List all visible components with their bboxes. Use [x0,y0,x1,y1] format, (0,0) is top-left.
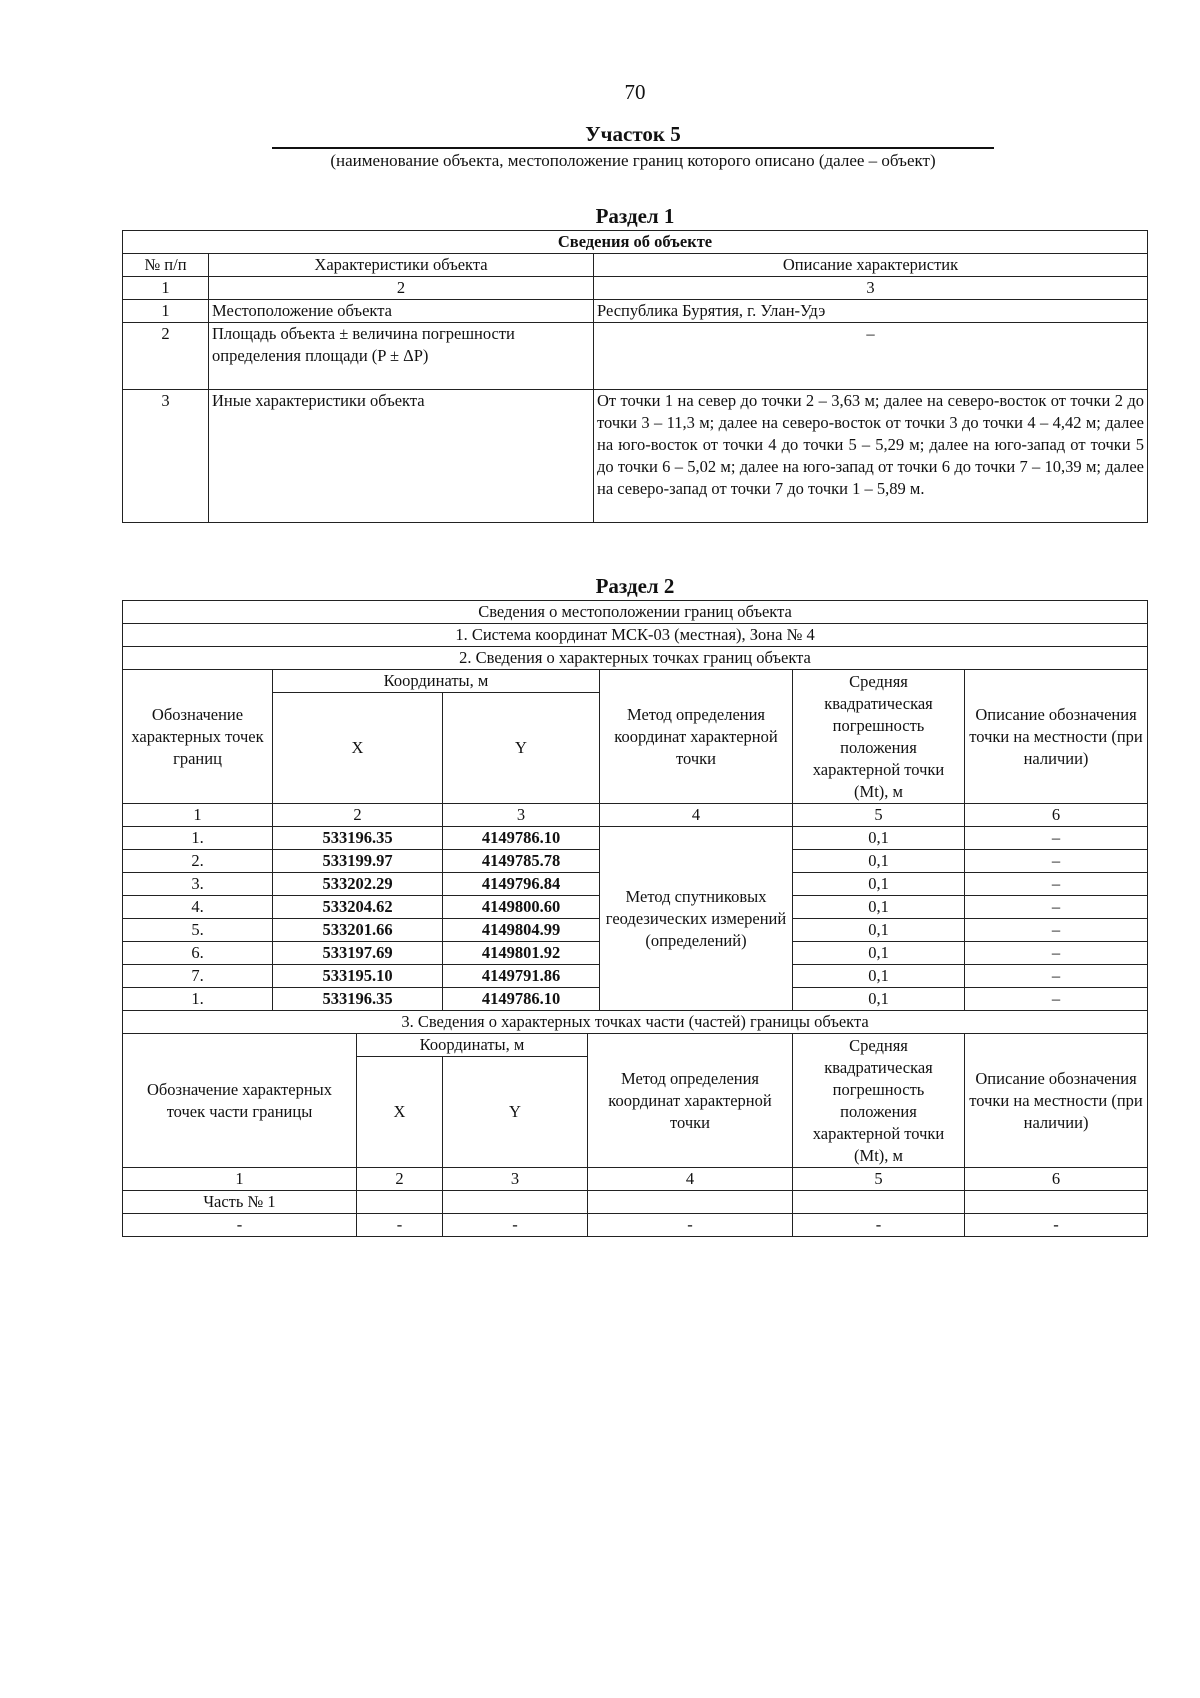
row-name: Площадь объекта ± величина погрешности определения площади (P ± ΔP) [209,323,594,390]
table-title: Сведения об объекте [123,231,1148,254]
object-info-table [122,230,1148,523]
point-y: 4149791.86 [443,965,600,988]
col-number: 3 [443,1168,588,1191]
point-desc: – [965,873,1148,896]
col-number: 4 [588,1168,793,1191]
point-y: 4149804.99 [443,919,600,942]
dash-cell: - [588,1214,793,1237]
col-number: 6 [965,804,1148,827]
point-id: 7. [123,965,273,988]
method-cell: Метод спутниковых геодезических измерений (определений) [600,827,793,1011]
point-mt: 0,1 [793,988,965,1011]
point-y: 4149800.60 [443,896,600,919]
header [272,122,994,172]
point-id: 2. [123,850,273,873]
point-desc: – [965,965,1148,988]
header-error: Средняя квадратическая погрешность положения характерной точки (Mt), м [793,1034,965,1168]
row-value: – [594,323,1148,390]
header-y: Y [443,693,600,804]
col-number: 1 [123,804,273,827]
dash-cell: - [357,1214,443,1237]
dash-cell: - [123,1214,357,1237]
point-mt: 0,1 [793,965,965,988]
point-y: 4149796.84 [443,873,600,896]
point-mt: 0,1 [793,873,965,896]
point-y: 4149786.10 [443,988,600,1011]
section2-title: Раздел 2 [595,574,675,598]
header-description: Описание обозначения точки на местности (при наличии) [965,1034,1148,1168]
point-id: 6. [123,942,273,965]
row-name: Иные характеристики объекта [209,390,594,523]
header-error: Средняя квадратическая погрешность положения характерной точки (Mt), м [793,670,965,804]
table-row [123,300,1148,323]
point-x: 533195.10 [273,965,443,988]
header-y: Y [443,1057,588,1168]
row-value: От точки 1 на север до точки 2 – 3,63 м; далее на северо-восток от точки 2 до точки 3 – 11,3 м; далее на северо-восток от точки 3 до точки 4 – 4,42 м; далее на юго-восток от точки 4 до точки 5 – 5,29 м; далее на юго-запад от точки 5 до точки 6 – 5,02 м; далее на юго-запад от точки 6 до точки 7 – 10,39 м; далее на северо-запад от точки 7 до точки 1 – 5,89 м. [594,390,1148,523]
table-row [123,827,1148,850]
table-row [123,323,1148,390]
col-header: Описание характеристик [594,254,1148,277]
row-number: 2 [123,323,209,390]
point-desc: – [965,827,1148,850]
point-x: 533199.97 [273,850,443,873]
table-subtitle: 2. Сведения о характерных точках границ объекта [123,647,1148,670]
col-number: 2 [273,804,443,827]
col-header: Характеристики объекта [209,254,594,277]
section1-title: Раздел 1 [595,204,675,228]
col-number: 2 [357,1168,443,1191]
col-number: 1 [123,277,209,300]
dash-cell: - [793,1214,965,1237]
point-mt: 0,1 [793,919,965,942]
col-number: 3 [443,804,600,827]
point-x: 533202.29 [273,873,443,896]
point-x: 533201.66 [273,919,443,942]
point-y: 4149785.78 [443,850,600,873]
header-coords: Координаты, м [357,1034,588,1057]
col-header: № п/п [123,254,209,277]
point-x: 533196.35 [273,988,443,1011]
dash-cell: - [965,1214,1148,1237]
row-name: Местоположение объекта [209,300,594,323]
header-x: X [273,693,443,804]
col-number: 4 [600,804,793,827]
point-x: 533204.62 [273,896,443,919]
header-method: Метод определения координат характерной точки [600,670,793,804]
point-y: 4149801.92 [443,942,600,965]
point-desc: – [965,919,1148,942]
header-x: X [357,1057,443,1168]
table-row [123,1214,1148,1237]
point-x: 533197.69 [273,942,443,965]
point-id: 1. [123,827,273,850]
col-number: 6 [965,1168,1148,1191]
table-title: Сведения о местоположении границ объекта [123,601,1148,624]
point-id: 5. [123,919,273,942]
col-number: 5 [793,1168,965,1191]
table-row [123,390,1148,523]
page-title: Участок 5 [272,122,994,149]
header-designation: Обозначение характерных точек границ [123,670,273,804]
point-mt: 0,1 [793,942,965,965]
point-desc: – [965,942,1148,965]
point-id: 1. [123,988,273,1011]
point-y: 4149786.10 [443,827,600,850]
part-label: Часть № 1 [123,1191,357,1214]
point-desc: – [965,988,1148,1011]
point-x: 533196.35 [273,827,443,850]
header-designation: Обозначение характерных точек части границы [123,1034,357,1168]
point-desc: – [965,850,1148,873]
col-number: 3 [594,277,1148,300]
point-desc: – [965,896,1148,919]
col-number: 5 [793,804,965,827]
col-number: 2 [209,277,594,300]
header-coords: Координаты, м [273,670,600,693]
point-mt: 0,1 [793,827,965,850]
dash-cell: - [443,1214,588,1237]
row-value: Республика Бурятия, г. Улан-Удэ [594,300,1148,323]
header-description: Описание обозначения точки на местности (при наличии) [965,670,1148,804]
boundary-points-table [122,600,1148,1011]
row-number: 3 [123,390,209,523]
table-row [123,1191,1148,1214]
col-number: 1 [123,1168,357,1191]
point-id: 4. [123,896,273,919]
point-mt: 0,1 [793,896,965,919]
row-number: 1 [123,300,209,323]
point-id: 3. [123,873,273,896]
coord-system: 1. Система координат МСК-03 (местная), Зона № 4 [123,624,1148,647]
table-subtitle: 3. Сведения о характерных точках части (частей) границы объекта [123,1011,1148,1034]
page-subtitle: (наименование объекта, местоположение границ которого описано (далее – объект) [330,151,936,170]
point-mt: 0,1 [793,850,965,873]
part-points-table [122,1010,1148,1237]
page-number: 70 [624,80,646,104]
header-method: Метод определения координат характерной точки [588,1034,793,1168]
